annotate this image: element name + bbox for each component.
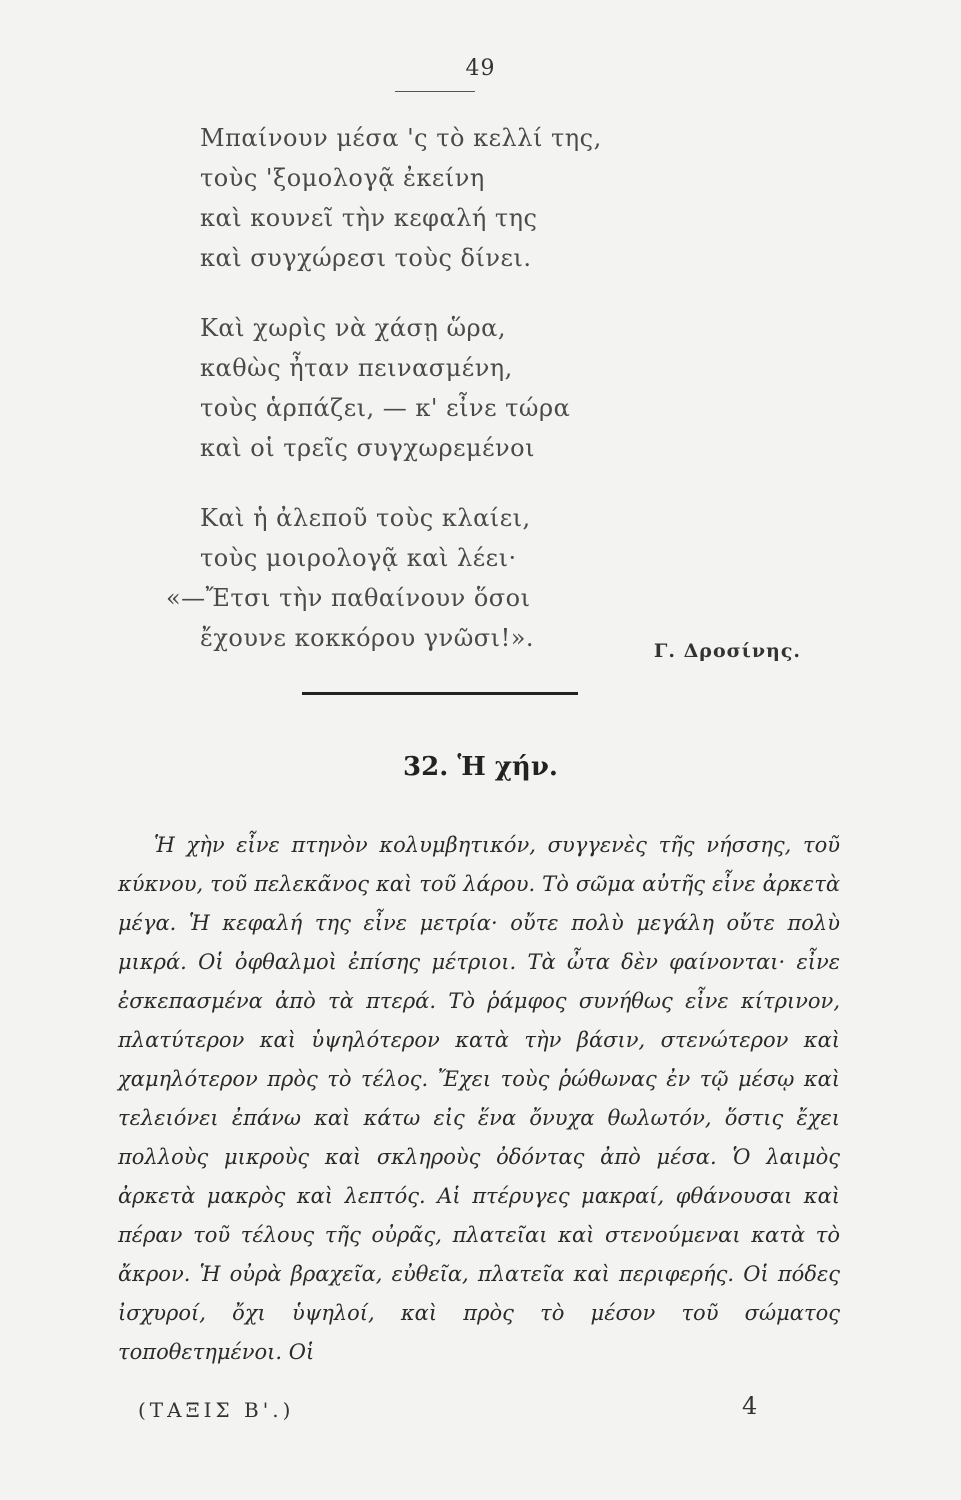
footer-label: (ΤΑΞΙΣ Β'.) bbox=[138, 1398, 295, 1422]
poem-line: ἔχουνε κοκκόρου γνῶσι!». bbox=[200, 624, 535, 652]
poem-line: καὶ οἱ τρεῖς συγχωρεμένοι bbox=[200, 434, 535, 462]
poem-line: τοὺς ἁρπάζει, — κ' εἶνε τώρα bbox=[200, 394, 571, 422]
footer-signature: 4 bbox=[742, 1392, 758, 1420]
poem-line: Καὶ ἡ ἀλεποῦ τοὺς κλαίει, bbox=[200, 504, 531, 532]
poem-line: τοὺς 'ξομολογᾷ ἐκείνη bbox=[200, 164, 485, 192]
poem-author: Γ. Δροσίνης. bbox=[653, 640, 801, 662]
section-divider bbox=[302, 692, 578, 695]
poem bbox=[166, 118, 760, 688]
stanza bbox=[200, 308, 760, 468]
stanza bbox=[166, 498, 760, 658]
page-number: 49 bbox=[465, 56, 496, 81]
poem-line: Καὶ χωρὶς νὰ χάσῃ ὥρα, bbox=[200, 314, 506, 342]
poem-line: «—Ἔτσι τὴν παθαίνουν ὅσοι bbox=[166, 584, 531, 612]
section-text: Ἡ χὴν εἶνε πτηνὸν κολυμβητικόν, συγγενὲς τῆς νήσσης, τοῦ κύκνου, τοῦ πελεκᾶνος καὶ τοῦ λάρου. Τὸ σῶμα αὐτῆς εἶνε ἀρκετὰ μέγα. Ἡ κεφαλή της εἶνε μετρία· οὔτε πολὺ μεγάλη οὔτε πολὺ μικρά. Οἱ ὀφθαλμοὶ ἐπίσης μέτριοι. Τὰ ὦτα δὲν φαίνονται· εἶνε ἐσκεπασμένα ἀπὸ τὰ πτερά. Τὸ ῥάμφος συνήθως εἶνε κίτρινον, πλατύτερον καὶ ὑψηλότερον κατὰ τὴν βάσιν, στενώτερον καὶ χαμηλότερον πρὸς τὸ τέλος. Ἔχει τοὺς ῥώθωνας ἐν τῷ μέσῳ καὶ τελειόνει ἐπάνω καὶ κάτω εἰς ἕνα ὄνυχα θωλωτόν, ὅστις ἔχει πολλοὺς μικροὺς καὶ σκληροὺς ὀδόντας ἀπὸ μέσα. Ὁ λαιμὸς ἀρκετὰ μακρὸς καὶ λεπτός. Αἱ πτέρυγες μακραί, φθάνουσαι καὶ πέραν τοῦ τέλους τῆς οὐρᾶς, πλατεῖαι καὶ στενούμεναι κατὰ τὸ ἄκρον. Ἡ οὐρὰ βραχεῖα, εὐθεῖα, πλατεῖα καὶ περιφερής. Οἱ πόδες ἰσχυροί, ὄχι ὑψηλοί, καὶ πρὸς τὸ μέσον τοῦ σώματος τοποθετημένοι. Οἱ bbox=[118, 833, 840, 1364]
poem-line: καὶ κουνεῖ τὴν κεφαλή της bbox=[200, 204, 538, 232]
poem-line: Μπαίνουν μέσα 'ς τὸ κελλί της, bbox=[200, 124, 602, 152]
poem-line: τοὺς μοιρολογᾷ καὶ λέει· bbox=[200, 544, 517, 572]
stanza bbox=[200, 118, 760, 278]
page-number-rule bbox=[395, 91, 475, 92]
section-title: 32. Ἡ χήν. bbox=[403, 752, 558, 782]
poem-line: καὶ συγχώρεσι τοὺς δίνει. bbox=[200, 244, 532, 272]
poem-line: καθὼς ἦταν πεινασμένη, bbox=[200, 354, 513, 382]
